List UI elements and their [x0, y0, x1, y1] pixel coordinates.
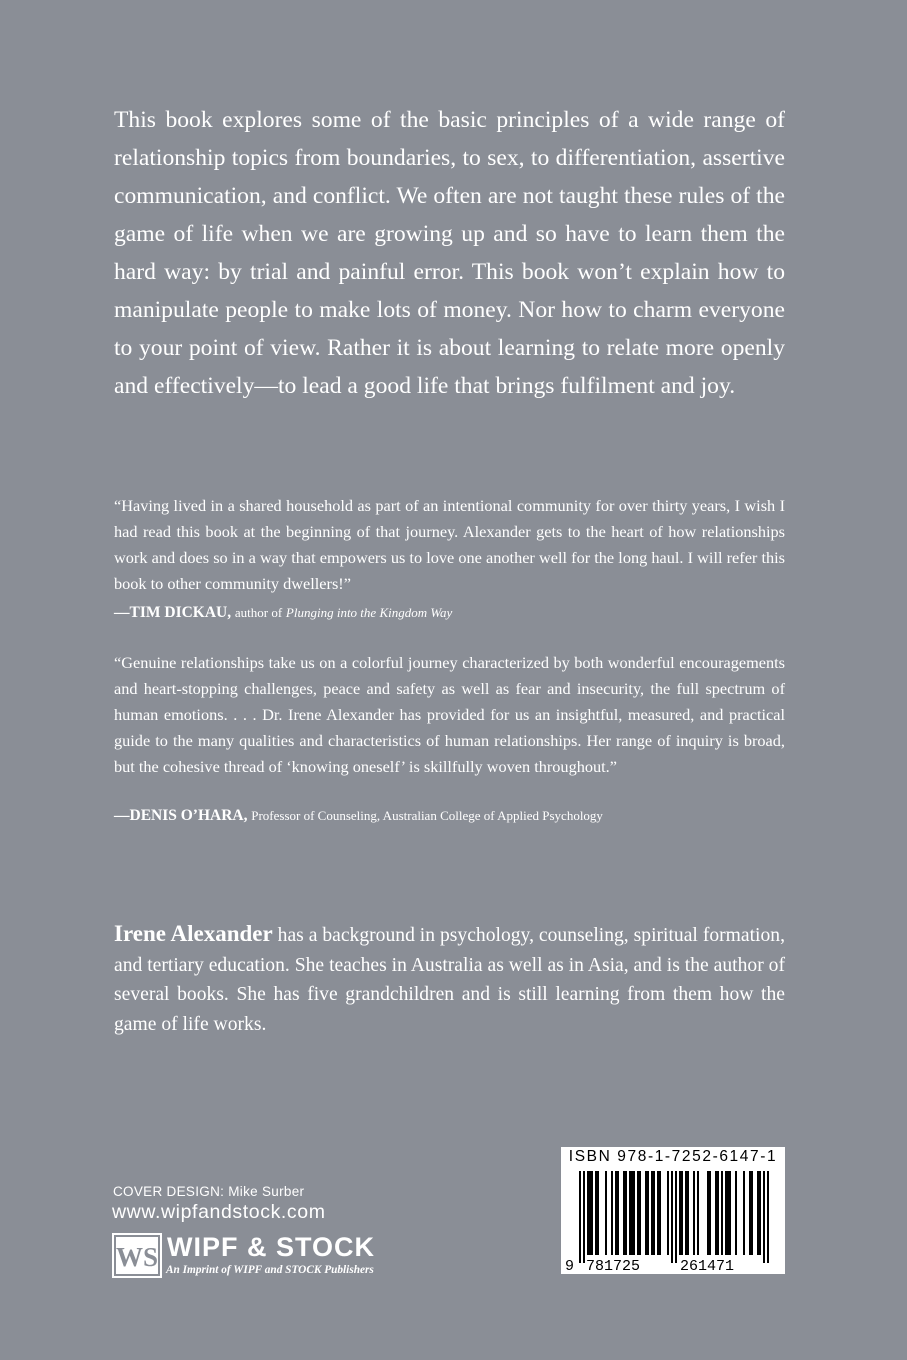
publisher-imprint: An Imprint of WIPF and STOCK Publishers: [166, 1264, 374, 1276]
barcode-bar: [727, 1171, 729, 1255]
barcode-bar: [681, 1171, 683, 1255]
endorsement-attribution-2: [114, 807, 814, 825]
isbn-label: ISBN 978-1-7252-6147-1: [568, 1148, 778, 1165]
barcode-bar: [659, 1171, 661, 1255]
barcode-bar: [757, 1171, 759, 1255]
barcode-digits-left: 781725: [586, 1258, 641, 1274]
barcode-bar: [721, 1171, 723, 1255]
barcode-bar: [611, 1171, 613, 1255]
barcode-bar: [675, 1171, 677, 1263]
barcode-bar: [767, 1171, 769, 1263]
barcode-bar: [751, 1171, 753, 1255]
barcode-bar: [709, 1171, 711, 1255]
endorser-role: Professor of Counseling, Australian College of Applied Psychology: [251, 808, 603, 823]
publisher-logo-icon: [112, 1233, 162, 1278]
isbn-barcode: [561, 1147, 785, 1274]
cover-design-label: COVER DESIGN:: [113, 1184, 225, 1199]
barcode-bar: [693, 1171, 695, 1255]
endorser-name: —DENIS O’HARA,: [114, 807, 248, 824]
barcode-bar: [651, 1171, 653, 1255]
barcode-bar: [685, 1171, 687, 1255]
barcode-bar: [637, 1171, 639, 1255]
publisher-website: www.wipfandstock.com: [112, 1201, 326, 1223]
barcode-bar: [605, 1171, 607, 1255]
barcode-bar: [715, 1171, 717, 1255]
barcode-bar: [631, 1171, 633, 1255]
barcode-bar: [729, 1171, 731, 1255]
barcode-bar: [583, 1171, 585, 1263]
barcode-bar: [579, 1171, 581, 1263]
barcode-bar: [697, 1171, 699, 1255]
barcode-bar: [667, 1171, 669, 1255]
barcode-bar: [629, 1171, 631, 1255]
endorsement-attribution-1: [114, 604, 814, 622]
barcode-bar: [759, 1171, 761, 1255]
endorsement-quote-1: “Having lived in a shared household as part of an intentional community for over thirty years, I wish I had read this book at the beginning of that journey. Alexander gets to the heart of how relationships work and does so in a way that empowers us to love one another well for the long haul. I will refer this book to other community dwellers!”: [114, 496, 785, 593]
endorsement-quote-2: “Genuine relationships take us on a colorful journey characterized by both wonderful encouragements and heart-stopping challenges, peace and safety as well as fear and insecurity, the full spectrum of human emotions. . . . Dr. Irene Alexander has provided for us an insightful, measured, and practical guide to the many qualities and characteristics of human relationships. Her range of inquiry is broad, but the cohesive thread of ‘knowing oneself’ is skillfully woven throughout.”: [114, 653, 785, 776]
barcode-digit-first: 9: [565, 1258, 575, 1274]
barcode-bars: [561, 1147, 785, 1274]
barcode-bar: [615, 1171, 617, 1255]
barcode-bar: [717, 1171, 719, 1255]
back-cover-blurb: This book explores some of the basic principles of a wide range of relationship topics from boundaries, to sex, to differentiation, assertive communication, and conflict. We often are not taught these rules of the game of life when we are growing up and so have to learn them the hard way: by trial and painful error. This book won’t explain how to manipulate people to make lots of money. Nor how to charm everyone to your point of view. Rather it is about learning to relate more openly and effectively—to lead a good life that brings fulfilment and joy.: [114, 107, 785, 399]
publisher-logo-text: WS: [115, 1242, 159, 1272]
author-name: Irene Alexander: [114, 921, 273, 946]
barcode-bar: [591, 1171, 593, 1255]
barcode-bar: [743, 1171, 745, 1255]
barcode-bar: [623, 1171, 625, 1255]
barcode-bar: [679, 1171, 681, 1255]
barcode-bar: [749, 1171, 751, 1255]
barcode-bar: [639, 1171, 641, 1255]
endorser-name: —TIM DICKAU,: [114, 604, 232, 621]
barcode-bar: [595, 1171, 597, 1255]
barcode-bar: [587, 1171, 589, 1255]
barcode-bar: [645, 1171, 647, 1255]
barcode-bar: [589, 1171, 591, 1255]
barcode-bar: [657, 1171, 659, 1255]
cover-design-credit: [113, 1184, 304, 1199]
barcode-bar: [725, 1171, 727, 1255]
barcode-bar: [735, 1171, 737, 1255]
barcode-bar: [597, 1171, 599, 1255]
publisher-name: WIPF & STOCK: [167, 1232, 376, 1262]
endorser-book-title: Plunging into the Kingdom Way: [285, 605, 453, 620]
barcode-bar: [763, 1171, 765, 1263]
barcode-bar: [671, 1171, 673, 1263]
barcode-digits-right: 261471: [680, 1258, 735, 1274]
author-bio-text: has a background in psychology, counseling, spiritual formation, and tertiary education. She teaches in Australia as well as in Asia, and is the author of several books. She has five grandchildren and is still learning from them how the game of life works.: [114, 925, 785, 1035]
barcode-bar: [707, 1171, 709, 1255]
barcode-bar: [687, 1171, 689, 1255]
barcode-bar: [625, 1171, 627, 1255]
barcode-bar: [647, 1171, 649, 1255]
barcode-bar: [617, 1171, 619, 1255]
cover-designer-name: Mike Surber: [228, 1184, 305, 1199]
barcode-bar: [653, 1171, 655, 1255]
barcode-bar: [633, 1171, 635, 1255]
endorser-role-prefix: author of: [234, 605, 283, 620]
author-bio: [114, 919, 785, 1039]
